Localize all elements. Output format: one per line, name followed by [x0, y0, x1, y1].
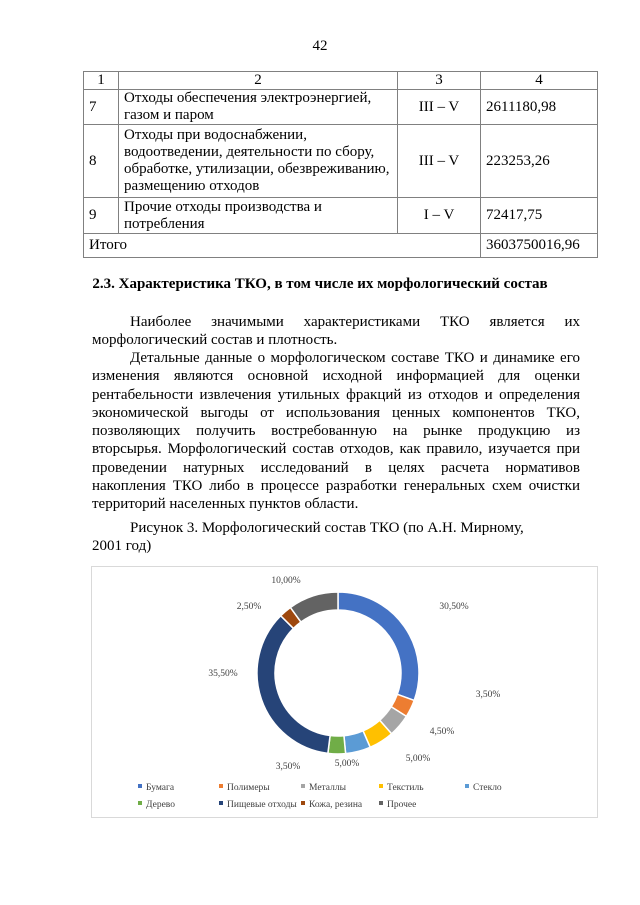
table-row — [84, 125, 598, 198]
row-value: 72417,75 — [481, 198, 598, 234]
legend-item — [379, 783, 424, 793]
data-label: 5,00% — [334, 759, 360, 769]
table-header-row — [84, 72, 598, 90]
legend-swatch — [301, 784, 305, 788]
data-label: 3,50% — [275, 762, 301, 772]
legend-item — [379, 800, 416, 810]
donut-slice-6 — [328, 736, 346, 754]
total-value: 3603750016,96 — [481, 234, 598, 258]
legend-item — [138, 783, 175, 793]
legend-item — [301, 783, 347, 793]
legend-swatch — [219, 784, 223, 788]
row-number: 7 — [84, 90, 119, 125]
legend-label: Кожа, резина — [309, 800, 363, 810]
legend-swatch — [465, 784, 469, 788]
row-class: III – V — [398, 125, 481, 198]
donut-slice-9 — [290, 592, 338, 622]
donut-chart — [92, 567, 597, 817]
header-cell: 4 — [481, 72, 598, 90]
donut-slice-7 — [257, 616, 330, 754]
data-label: 3,50% — [475, 690, 501, 700]
section-heading: 2.3. Характеристика ТКО, в том числе их морфологический состав — [92, 276, 548, 292]
paragraph: Детальные данные о морфологическом составе ТКО и динамике его изменения являются основной исходной информацией для оценки рентабельности извлечения утильных фракций из отходов и определения экономической выгоды от использования ценных компонентов ТКО, позволяющих получить востребованную на рынке продукцию из вторсырья. Морфологический состав отходов, как правило, изучается при проведении натурных исследований в целях расчета нормативов накопления ТКО либо в процессе разработки генеральных схем очистки территорий населенных пунктов области. — [92, 350, 580, 513]
legend-item — [219, 783, 270, 793]
legend-swatch — [219, 801, 223, 805]
waste-table — [83, 71, 598, 258]
row-class: III – V — [398, 90, 481, 125]
legend-label: Пищевые отходы — [227, 800, 297, 810]
chart-container — [91, 566, 598, 818]
donut-slice-1 — [338, 592, 419, 700]
row-number: 8 — [84, 125, 119, 198]
data-label: 35,50% — [208, 669, 238, 679]
table-row — [84, 90, 598, 125]
legend-swatch — [301, 801, 305, 805]
header-cell: 3 — [398, 72, 481, 90]
paragraph: Наиболее значимыми характеристиками ТКО является их морфологический состав и плотность. — [92, 314, 580, 349]
legend-label: Металлы — [309, 783, 346, 793]
page-number: 42 — [312, 38, 328, 54]
header-cell: 1 — [84, 72, 119, 90]
legend-label: Дерево — [146, 800, 175, 810]
legend-item — [219, 800, 297, 810]
row-number: 9 — [84, 198, 119, 234]
legend-label: Прочее — [387, 800, 417, 810]
legend-label: Полимеры — [227, 783, 270, 793]
legend-swatch — [379, 784, 383, 788]
data-label: 5,00% — [405, 754, 431, 764]
row-value: 2611180,98 — [481, 90, 598, 125]
legend-item — [138, 800, 175, 810]
legend-item — [301, 800, 363, 810]
data-label: 4,50% — [429, 727, 455, 737]
legend-item — [465, 783, 502, 793]
legend-swatch — [138, 801, 142, 805]
total-label: Итого — [84, 234, 481, 258]
table-total-row — [84, 234, 598, 258]
legend-swatch — [138, 784, 142, 788]
header-cell: 2 — [119, 72, 398, 90]
table-row — [84, 198, 598, 234]
row-value: 223253,26 — [481, 125, 598, 198]
row-name: Отходы обеспечения электроэнергией, газом и паром — [119, 90, 398, 125]
legend-label: Стекло — [473, 783, 502, 793]
data-label: 30,50% — [439, 602, 469, 612]
data-label: 2,50% — [236, 602, 262, 612]
row-name: Прочие отходы производства и потребления — [119, 198, 398, 234]
row-name: Отходы при водоснабжении, водоотведении, деятельности по сбору, обработке, утилизации, обезвреживанию, размещению отходов — [119, 125, 398, 198]
row-class: I – V — [398, 198, 481, 234]
legend-label: Текстиль — [387, 783, 424, 793]
data-label: 10,00% — [271, 576, 301, 586]
legend-label: Бумага — [146, 783, 175, 793]
legend-swatch — [379, 801, 383, 805]
figure-caption: Рисунок 3. Морфологический состав ТКО (по А.Н. Мирному, 2001 год) — [92, 520, 524, 555]
